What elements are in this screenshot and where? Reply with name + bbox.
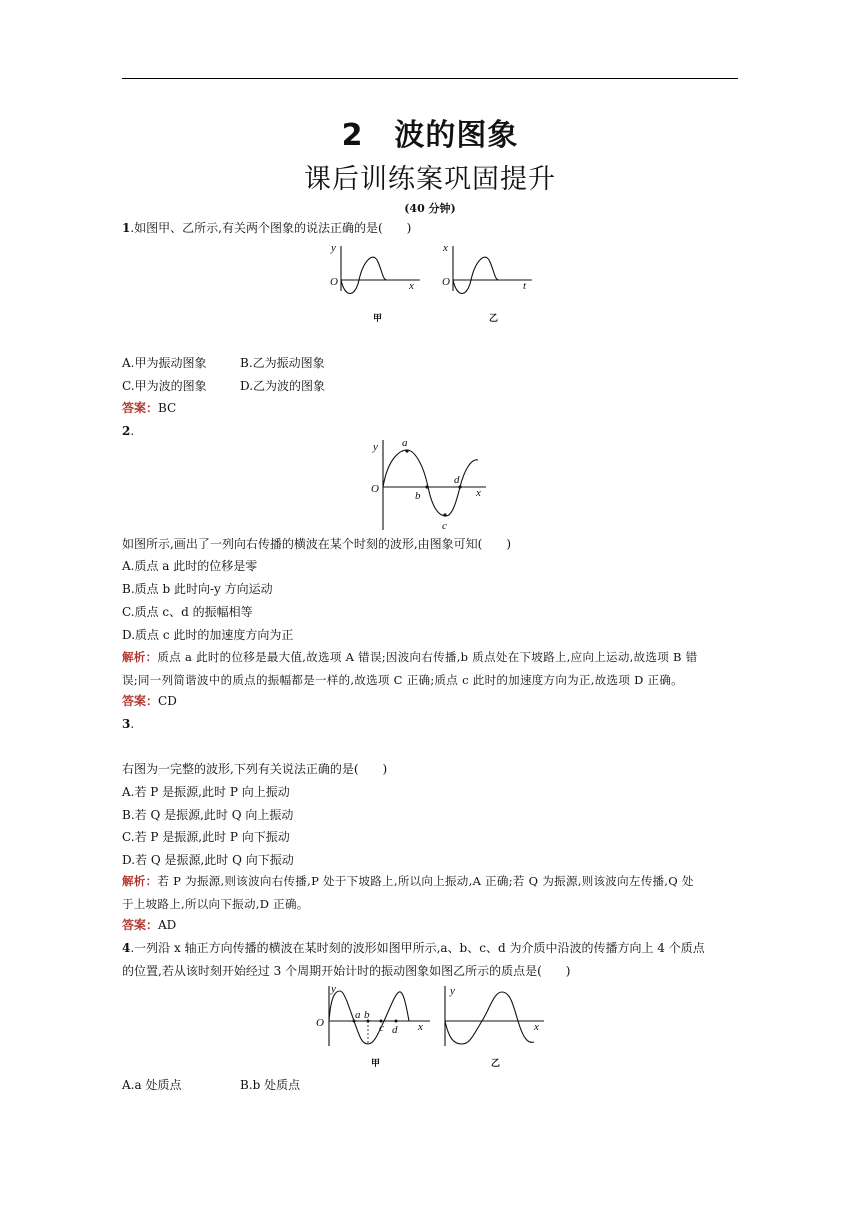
q4-option-a: A.a 处质点	[122, 1078, 182, 1092]
q3-option-c: C.若 P 是振源,此时 P 向下振动	[122, 830, 290, 844]
q4-yi-x-label: x	[534, 1021, 539, 1033]
q1-yi-wave	[453, 257, 499, 293]
q1-jia-y-label: y	[331, 242, 336, 254]
q2-option-c: C.质点 c、d 的振幅相等	[122, 605, 253, 619]
time-limit: (40 分钟)	[404, 202, 456, 215]
q1-jia-wave	[341, 257, 387, 293]
q4-jia-caption: 甲	[371, 1059, 381, 1069]
q2-stem: 如图所示,画出了一列向右传播的横波在某个时刻的波形,由图象可知( )	[122, 537, 511, 551]
q4-label-c: c	[379, 1022, 384, 1034]
q4-point-d	[395, 1020, 398, 1023]
page-title: 2 波的图象	[341, 118, 519, 153]
q3-answer: 答案：AD	[122, 918, 177, 932]
q2-wave	[383, 450, 478, 516]
q2-point-b	[425, 485, 428, 488]
q4-label-d: d	[392, 1024, 398, 1036]
q4-jia-origin: O	[316, 1017, 324, 1029]
q4-figure-jia	[312, 984, 432, 1070]
q3-analysis: 解析：若 P 为振源,则该波向右传播,P 处于下坡路上,所以向上振动,A 正确;若 Q 为振源,则该波向左传播,Q 处 于上坡路上,所以向下振动,D 正确。	[122, 874, 694, 911]
q1-option-c: C.甲为波的图象	[122, 379, 207, 393]
q4-stem-line2: 的位置,若从该时刻开始经过 3 个周期开始计时的振动图象如图乙所示的质点是( )	[122, 964, 571, 978]
q1-option-a: A.甲为振动图象	[122, 356, 207, 370]
q1-option-b: B.乙为振动图象	[240, 356, 325, 370]
q2-y-label: y	[373, 441, 378, 453]
q2-label-c: c	[442, 520, 447, 532]
q4-label-a: a	[355, 1009, 361, 1021]
q3-option-d: D.若 Q 是振源,此时 Q 向下振动	[122, 853, 294, 867]
q2-point-a	[405, 449, 408, 452]
q3-number: 3.	[122, 717, 135, 731]
q4-figure-yi	[434, 984, 546, 1070]
q1-stem: 1.如图甲、乙所示,有关两个图象的说法正确的是( )	[122, 221, 412, 235]
q2-label-d: d	[454, 474, 460, 486]
q2-label-b: b	[415, 490, 421, 502]
header-rule	[122, 78, 738, 79]
q4-yi-caption: 乙	[491, 1059, 501, 1069]
q3-option-a: A.若 P 是振源,此时 P 向上振动	[122, 785, 290, 799]
q1-jia-origin: O	[330, 276, 338, 288]
q3-stem: 右图为一完整的波形,下列有关说法正确的是( )	[122, 762, 388, 776]
q4-jia-y-label: y	[331, 983, 336, 995]
q2-figure	[368, 438, 488, 533]
q2-analysis: 解析：质点 a 此时的位移是最大值,故选项 A 错误;因波向右传播,b 质点处在下坡路上,应向上运动,故选项 B 错 误;同一列简谐波中的质点的振幅都是一样的,故选项 C 正确;质点 c 此时的加速度方向为正,故选项 D 正确。	[122, 650, 698, 687]
q2-option-d: D.质点 c 此时的加速度方向为正	[122, 628, 294, 642]
q2-number: 2.	[122, 424, 135, 438]
q4-stem-line1: 4.一列沿 x 轴正方向传播的横波在某时刻的波形如图甲所示,a、b、c、d 为介质中沿波的传播方向上 4 个质点	[122, 941, 705, 955]
q3-option-b: B.若 Q 是振源,此时 Q 向上振动	[122, 808, 294, 822]
q1-figure-jia	[325, 243, 425, 325]
q1-yi-caption: 乙	[489, 314, 499, 324]
q1-jia-caption: 甲	[373, 314, 383, 324]
q2-x-label: x	[476, 487, 481, 499]
q1-yi-x-label: t	[523, 280, 527, 292]
q2-answer: 答案：CD	[122, 694, 177, 708]
q2-origin: O	[371, 483, 379, 495]
q1-jia-x-label: x	[409, 280, 414, 292]
q2-point-c	[443, 513, 446, 516]
q1-yi-origin: O	[442, 276, 450, 288]
q1-figure-yi	[437, 243, 537, 325]
q4-option-b: B.b 处质点	[240, 1078, 301, 1092]
q4-label-b: b	[364, 1009, 370, 1021]
q1-answer: 答案：BC	[122, 401, 177, 415]
q4-yi-y-label: y	[450, 985, 455, 997]
q4-yi-wave	[445, 992, 534, 1044]
q4-jia-x-label: x	[418, 1021, 423, 1033]
page-subtitle: 课后训练案巩固提升	[304, 164, 556, 195]
q1-yi-y-label: x	[443, 242, 448, 254]
q2-label-a: a	[402, 437, 408, 449]
q2-option-a: A.质点 a 此时的位移是零	[122, 559, 258, 573]
q2-option-b: B.质点 b 此时向-y 方向运动	[122, 582, 273, 596]
q1-option-d: D.乙为波的图象	[240, 379, 326, 393]
